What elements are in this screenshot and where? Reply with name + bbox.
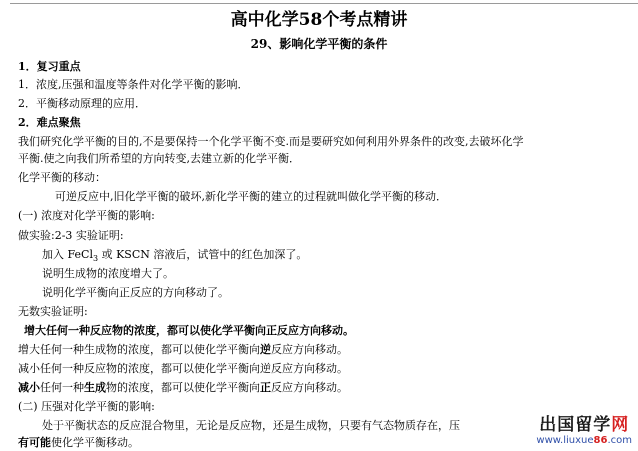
explain-2: 说明化学平衡向正反应的方向移动了。 [42,286,229,299]
experiment-detail [42,248,307,266]
rule-1 [18,343,348,357]
rule-2: 减小任何一种反应物的浓度，都可以使化学平衡向逆反应方向移动。 [18,362,348,375]
paragraph-3: 可逆反应中,旧化学平衡的破坏,新化学平衡的建立的过程就叫做化学平衡的移动． [55,190,447,203]
watermark-name-left: 出国留学 [539,415,612,435]
last-line-bold: 有可能 [18,436,51,449]
rule-3-bold-3: 正 [260,381,271,394]
section-title: 29、影响化学平衡的条件 [250,37,388,51]
subsection-1-heading: (一) 浓度对化学平衡的影响: [18,209,155,222]
last-line [18,436,139,450]
review-item-2: 2．平衡移动原理的应用． [18,97,146,110]
rule-1-bold: 逆 [260,343,271,356]
page-title: 高中化学58个考点精讲 [230,10,408,30]
review-heading: 1．复习重点 [18,60,81,73]
conclusion: 增大任何一种反应物的浓度，都可以使化学平衡向正反应方向移动。 [24,324,354,337]
many-experiments: 无数实验证明: [18,305,88,318]
rule-3-mid-2: 物的浓度，都可以使化学平衡向 [106,381,260,394]
rule-3-post: 反应方向移动。 [271,381,348,394]
watermark-url-pre: www.liuxue [536,435,594,446]
watermark-url-post: .com [607,435,632,446]
experiment-detail-pre: 加入 FeCl [42,248,93,261]
paragraph-2: 化学平衡的移动： [18,171,106,184]
rule-3 [18,381,348,395]
difficulty-heading: 2．难点聚焦 [18,116,81,129]
paragraph-1-line-2: 平衡.使之向我们所希望的方向转变,去建立新的化学平衡． [18,152,300,165]
experiment-line: 做实验:2-3 实验证明: [18,229,124,242]
watermark-name [536,415,632,435]
last-line-rest: 使化学平衡移动。 [51,436,139,449]
rule-1-pre: 增大任何一种生成物的浓度，都可以使化学平衡向 [18,343,260,356]
paragraph-1-line-1: 我们研究化学平衡的目的,不是要保持一个化学平衡不变.而是要研究如何利用外界条件的改变,去破坏化学 [18,135,524,148]
rule-3-bold-2: 生成 [84,381,106,394]
watermark-url-hl: 86 [593,435,608,446]
subscript-3: 3 [92,254,99,264]
watermark-logo [536,415,632,447]
pressure-line: 处于平衡状态的反应混合物里，无论是反应物，还是生成物，只要有气态物质存在，压 [42,419,460,432]
review-item-1: 1．浓度,压强和温度等条件对化学平衡的影响． [18,78,249,91]
watermark-url [536,435,632,447]
rule-1-post: 反应方向移动。 [271,343,348,356]
explain-1: 说明生成物的浓度增大了。 [42,267,174,280]
rule-3-bold-1: 减小 [18,381,40,394]
top-rule [10,3,638,4]
experiment-detail-post: 或 KSCN 溶液后，试管中的红色加深了。 [98,248,308,261]
rule-3-mid-1: 任何一种 [40,381,84,394]
watermark-name-sep: 网 [611,415,630,435]
subsection-2-heading: (二) 压强对化学平衡的影响: [18,400,155,413]
